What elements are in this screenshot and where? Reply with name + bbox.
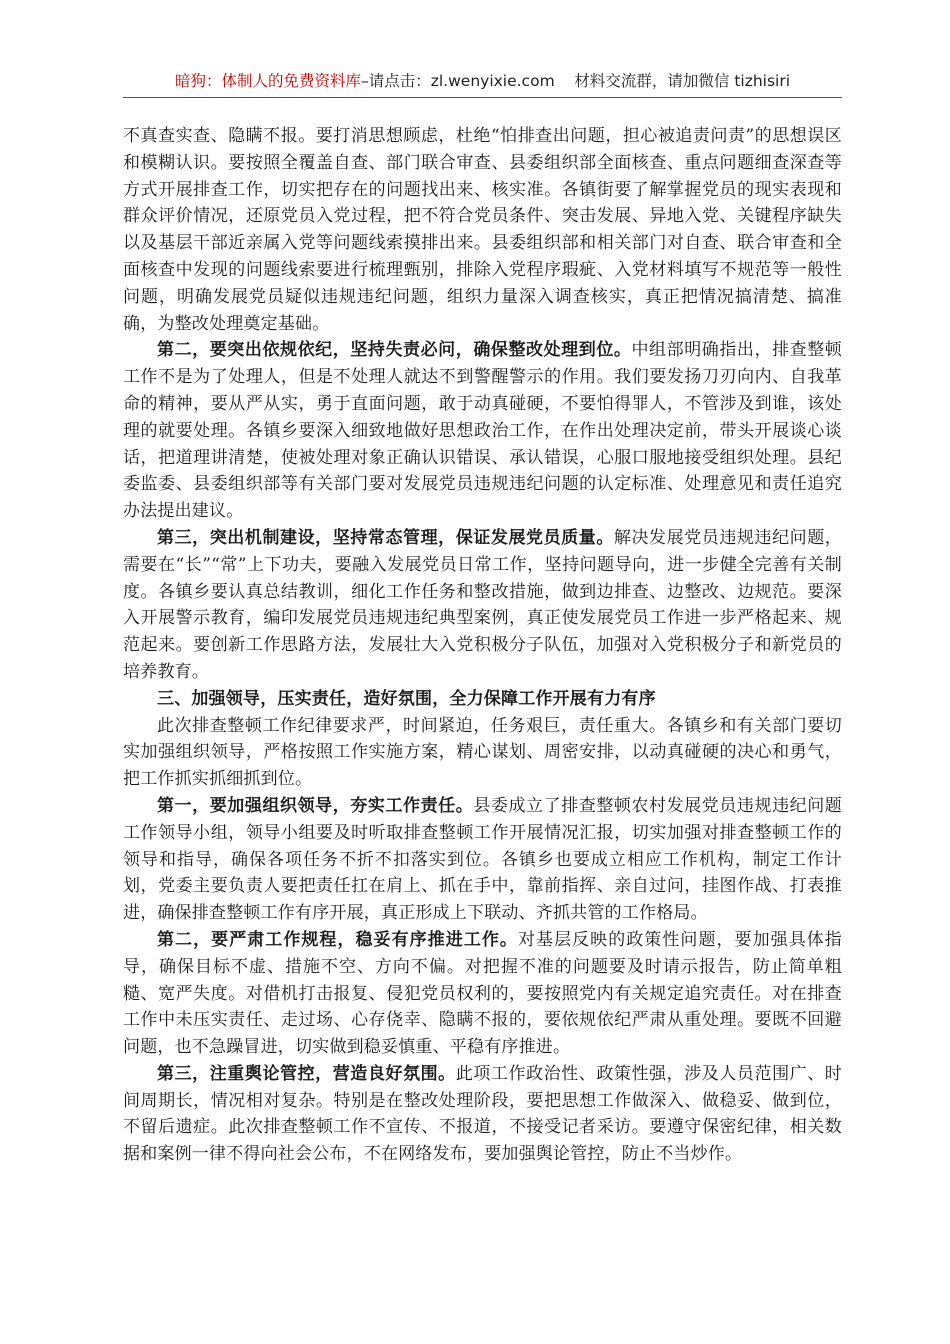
document-body <box>123 123 842 1168</box>
paragraph-continuation <box>123 123 842 337</box>
paragraph-text: 解决发展党员违规违纪问题，需要在“长”“常”上下功夫，要融入发展党员日常工作，坚持问题导向，进一步健全完善有关制度。各镇乡要认真总结教训，细化工作任务和整改措施，做到边排查、边整改、边规范。要深入开展警示教育，编印发展党员违规违纪典型案例，真正使发展党员工作进一步严格起来、规范起来。要创新工作思路方法，发展壮大入党积极分子队伍，加强对入党积极分子和新党员的培养教育。 <box>123 527 842 682</box>
paragraph-text: 不真查实查、隐瞒不报。要打消思想顾虑，杜绝“怕排查出问题，担心被追责问责”的思想误区和模糊认识。要按照全覆盖自查、部门联合审查、县委组织部全面核查、重点问题细查深查等方式开展排查工作，切实把存在的问题找出来、核实准。各镇街要了解掌握党员的现实表现和群众评价情况，还原党员入党过程，把不符合党员条件、突击发展、异地入党、关键程序缺失以及基层干部近亲属入党等问题线索摸排出来。县委组织部和相关部门对自查、联合审查和全面核查中发现的问题线索要进行梳理甄别，排除入党程序瑕疵、入党材料填写不规范等一般性问题，明确发展党员疑似违规违纪问题，组织力量深入调查核实，真正把情况搞清楚、搞准确，为整改处理奠定基础。 <box>123 126 842 334</box>
paragraph-lead: 第二，要突出依规依纪，坚持失责必问，确保整改处理到位。 <box>157 340 632 361</box>
paragraph-third-point <box>123 525 842 686</box>
header-link-prefix: –请点击： <box>360 72 431 90</box>
paragraph-text: 对基层反映的政策性问题，要加强具体指导，确保目标不虚、措施不空、方向不偏。对把握不准的问题要及时请示报告，防止简单粗糙、宽严失度。对借机打击报复、侵犯党员权利的，要按照党内有关规定追究责任。对在排查工作中未压实责任、走过场、心存侥幸、隐瞒不报的，要依规依纪严肃从重处理。要既不回避问题，也不急躁冒进，切实做到稳妥慎重、平稳有序推进。 <box>123 929 842 1058</box>
paragraph-text: 中组部明确指出，排查整顿工作不是为了处理人，但是不处理人就达不到警醒警示的作用。我们要发扬刀刃向内、自我革命的精神，要从严从实，勇于直面问题，敢于动真碰硬，不要怕得罪人，不管涉及到谁，该处理的就要处理。各镇乡要深入细致地做好思想政治工作，在作出处理决定前，带头开展谈心谈话，把道理讲清楚，使被处理对象正确认识错误、承认错误，心服口服地接受组织处理。县纪委监委、县委组织部等有关部门要对发展党员违规违纪问题的认定标准、处理意见和责任追究办法提出建议。 <box>123 340 842 522</box>
paragraph-text: 县委成立了排查整顿农村发展党员违规违纪问题工作领导小组，领导小组要及时听取排查整顿工作开展情况汇报，切实加强对排查整顿工作的领导和指导，确保各项任务不折不扣落实到位。各镇乡也要成立相应工作机构，制定工作计划，党委主要负责人要把责任扛在肩上、抓在手中，靠前指挥、亲自过问，挂图作战、打表推进，确保排查整顿工作有序开展，真正形成上下联动、齐抓共管的工作格局。 <box>123 795 842 924</box>
header-link-url[interactable]: zl.wenyixie.com <box>430 72 555 90</box>
paragraph-section-intro <box>123 713 842 793</box>
section-heading-three <box>123 686 842 713</box>
paragraph-first-measure <box>123 793 842 927</box>
paragraph-text: 此次排查整顿工作纪律要求严，时间紧迫，任务艰巨，责任重大。各镇乡和有关部门要切实加强组织领导，严格按照工作实施方案，精心谋划、周密安排，以动真碰硬的决心和勇气，把工作抓实抓细抓到位。 <box>123 715 842 790</box>
page-header <box>123 70 842 92</box>
paragraph-lead: 第一，要加强组织领导，夯实工作责任。 <box>157 795 474 816</box>
paragraph-second-point <box>123 337 842 525</box>
paragraph-lead: 第三，突出机制建设，坚持常态管理，保证发展党员质量。 <box>157 527 614 548</box>
paragraph-lead: 第二，要严肃工作规程，稳妥有序推进工作。 <box>157 929 518 950</box>
header-group-text: 材料交流群，请加微信 tizhisiri <box>574 72 791 90</box>
header-divider <box>123 97 842 98</box>
header-site-name: 暗狗：体制人的免费资料库 <box>174 72 361 90</box>
paragraph-lead: 第三，注重舆论管控，营造良好氛围。 <box>157 1063 456 1084</box>
section-heading: 三、加强领导，压实责任，造好氛围，全力保障工作开展有力有序 <box>157 688 656 709</box>
paragraph-third-measure <box>123 1061 842 1168</box>
paragraph-text: 此项工作政治性、政策性强，涉及人员范围广、时间周期长，情况相对复杂。特别是在整改处理阶段，要把思想工作做深入、做稳妥、做到位，不留后遗症。此次排查整顿工作不宣传、不报道，不接受记者采访。要遵守保密纪律，相关数据和案例一律不得向社会公布，不在网络发布，要加强舆论管控，防止不当炒作。 <box>123 1063 842 1165</box>
paragraph-second-measure <box>123 927 842 1061</box>
